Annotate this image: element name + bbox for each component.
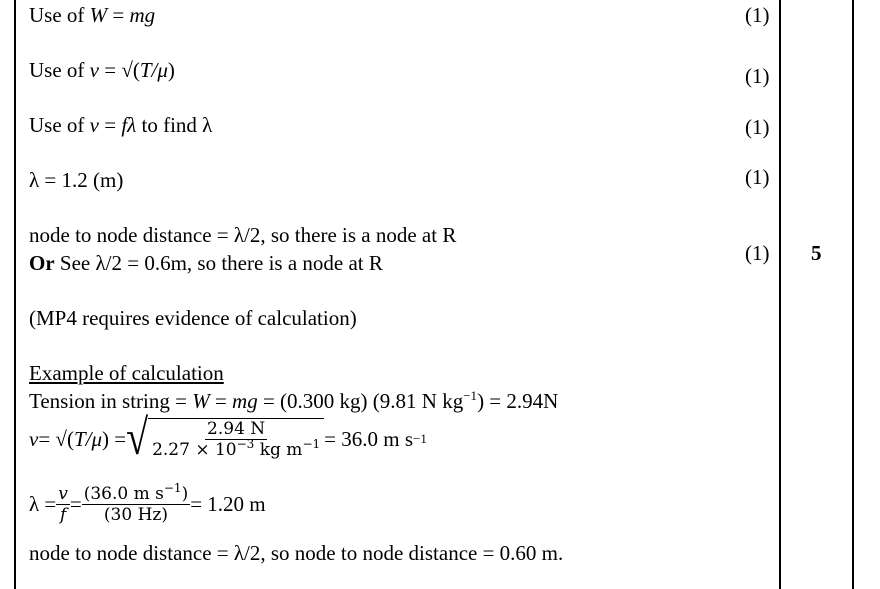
mark-1: (1) bbox=[745, 3, 770, 27]
mp4-note: (MP4 requires evidence of calculation) bbox=[29, 306, 357, 330]
velocity-line: v = √( T/μ ) = √ $\frac{2.94 N}{2.27 \times 10^{-3} kg m^{-1}}$ = 36.0 m s −1 bbox=[29, 409, 427, 466]
mark-4: (1) bbox=[745, 165, 770, 189]
sqrt-sign: √ bbox=[126, 409, 149, 466]
mark-3: (1) bbox=[745, 115, 770, 139]
sqrt-expression: √ $\frac{2.94 N}{2.27 \times 10^{-3} kg m^{-1}}$ bbox=[126, 418, 324, 460]
mark-point-4: λ = 1.2 (m) bbox=[29, 168, 124, 192]
table-border-left bbox=[14, 0, 16, 589]
tension-line: Tension in string = W = mg = (0.300 kg) (9.81 N $kg^{-1}) = 2.94N$ bbox=[29, 388, 559, 413]
table-border-right bbox=[852, 0, 854, 589]
wavelength-line: λ = $\frac{v}{f}$ = $\frac{(36.0 m s^{-1})}{(30 Hz)}$ = 1.20 m bbox=[29, 481, 266, 525]
example-heading: Example of calculation bbox=[29, 361, 224, 385]
conclusion-line: node to node distance = λ/2, so node to node distance = 0.60 m. bbox=[29, 541, 564, 565]
total-marks: 5 bbox=[811, 241, 822, 265]
mark-2: (1) bbox=[745, 64, 770, 88]
mark-point-5-line2: Or See λ/2 = 0.6m, so there is a node at R bbox=[29, 251, 383, 275]
mark-point-2: Use of v = √(T/μ) bbox=[29, 58, 175, 82]
mark-point-3: Use of v = fλ to find λ bbox=[29, 113, 213, 137]
table-border-mid bbox=[779, 0, 781, 589]
mark-point-5-line1: node to node distance = λ/2, so there is a node at R bbox=[29, 223, 457, 247]
mark-5: (1) bbox=[745, 241, 770, 265]
mark-point-1: Use of W = mg bbox=[29, 3, 156, 27]
